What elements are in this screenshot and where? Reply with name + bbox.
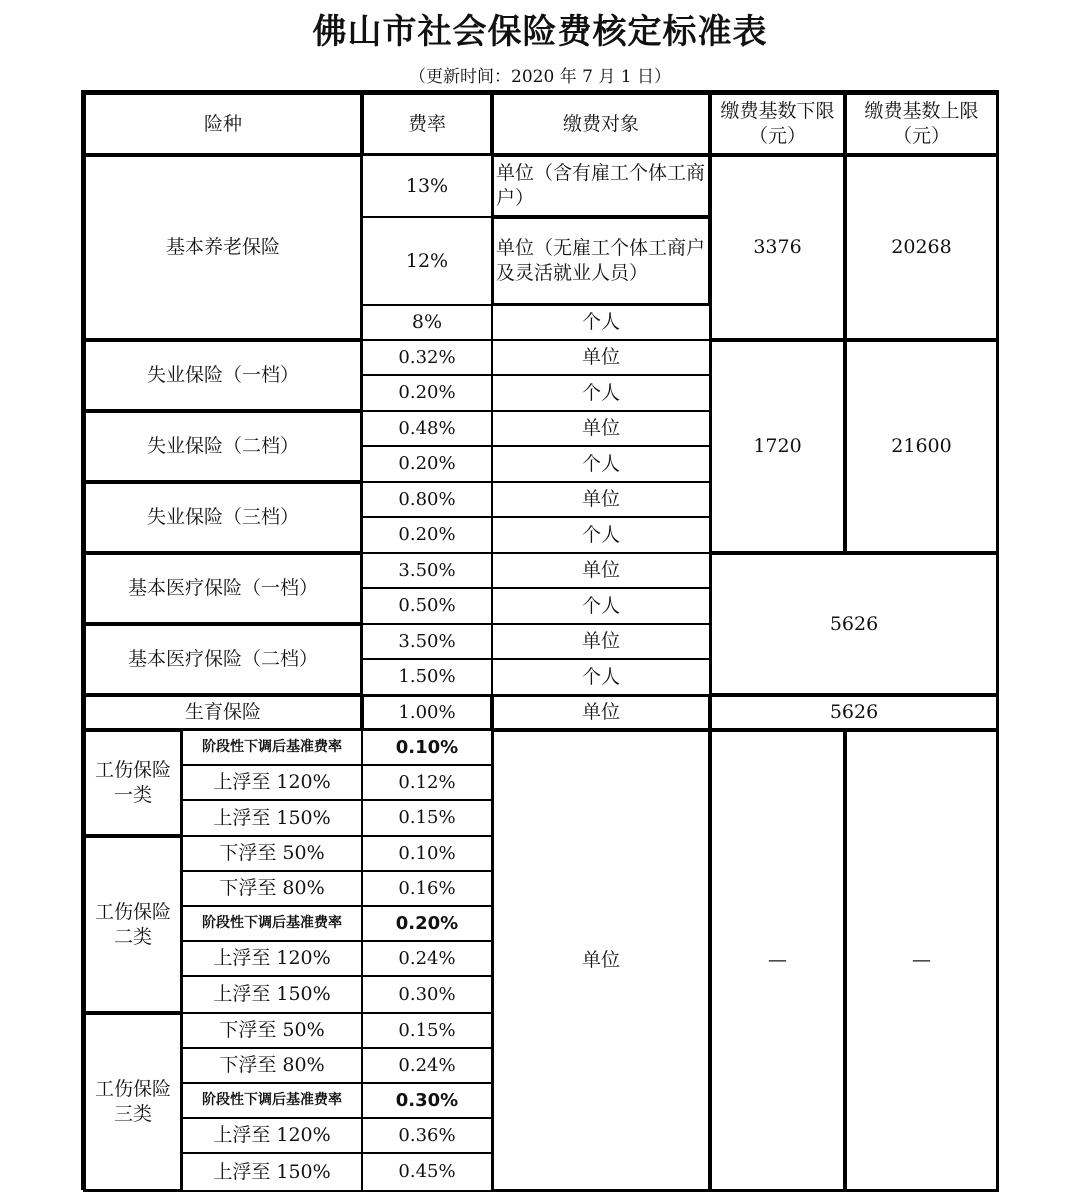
injury-2-rate-1: 0.10% [361,835,493,872]
unemployment-3-payer-personal: 个人 [491,516,711,554]
medical-2-name: 基本医疗保险（二档） [83,623,363,696]
injury-3-rate-5: 0.45% [361,1152,493,1192]
unemployment-1-rate-personal: 0.20% [361,374,493,412]
injury-class-3-name: 工伤保险三类 [83,1012,183,1192]
unemployment-max-base: 21600 [844,339,999,554]
unemployment-3-rate-personal: 0.20% [361,516,493,554]
unemployment-3-payer-unit: 单位 [491,481,711,518]
header-type: 险种 [83,92,363,156]
medical-1-payer-personal: 个人 [491,587,711,625]
unemployment-3-rate-unit: 0.80% [361,481,493,518]
medical-1-payer-unit: 单位 [491,552,711,589]
injury-max-base: — [844,729,999,1192]
pension-payer-1: 单位（含有雇工个体工商户） [491,154,711,218]
medical-base: 5626 [709,552,999,696]
injury-3-level-4: 上浮至 120% [181,1117,363,1154]
injury-1-level-1: 阶段性下调后基准费率 [181,729,363,766]
injury-3-rate-2: 0.24% [361,1047,493,1084]
header-min-base: 缴费基数下限（元） [709,92,846,156]
injury-2-rate-2: 0.16% [361,870,493,907]
injury-payer: 单位 [491,729,711,1192]
maternity-payer: 单位 [491,694,711,731]
injury-2-level-1: 下浮至 50% [181,835,363,872]
injury-3-level-2: 下浮至 80% [181,1047,363,1084]
injury-3-rate-4: 0.36% [361,1117,493,1154]
medical-2-payer-unit: 单位 [491,623,711,660]
injury-1-rate-2: 0.12% [361,764,493,801]
injury-1-level-2: 上浮至 120% [181,764,363,801]
pension-name: 基本养老保险 [83,154,363,341]
maternity-name: 生育保险 [83,694,363,731]
unemployment-2-name: 失业保险（二档） [83,410,363,483]
medical-2-rate-personal: 1.50% [361,658,493,696]
unemployment-1-rate-unit: 0.32% [361,339,493,376]
injury-2-rate-4: 0.24% [361,940,493,977]
unemployment-2-rate-unit: 0.48% [361,410,493,447]
maternity-rate: 1.00% [361,694,493,731]
injury-3-level-3: 阶段性下调后基准费率 [181,1082,363,1119]
injury-2-level-4: 上浮至 120% [181,940,363,977]
injury-1-level-3: 上浮至 150% [181,799,363,837]
injury-2-level-2: 下浮至 80% [181,870,363,907]
medical-1-rate-unit: 3.50% [361,552,493,589]
injury-1-rate-3: 0.15% [361,799,493,837]
injury-3-rate-3: 0.30% [361,1082,493,1119]
injury-2-level-3: 阶段性下调后基准费率 [181,905,363,942]
update-date: （更新时间：2020 年 7 月 1 日） [409,67,671,87]
pension-rate-3: 8% [361,304,493,341]
medical-1-rate-personal: 0.50% [361,587,493,625]
injury-3-level-1: 下浮至 50% [181,1012,363,1049]
pension-min-base: 3376 [709,154,846,341]
header-payer: 缴费对象 [491,92,711,156]
unemployment-2-rate-personal: 0.20% [361,445,493,483]
injury-min-base: — [709,729,846,1192]
unemployment-2-payer-personal: 个人 [491,445,711,483]
injury-2-level-5: 上浮至 150% [181,975,363,1014]
pension-payer-3: 个人 [491,304,711,341]
injury-1-rate-1: 0.10% [361,729,493,766]
maternity-base: 5626 [709,694,999,731]
pension-max-base: 20268 [844,154,999,341]
header-rate: 费率 [361,92,493,156]
medical-2-rate-unit: 3.50% [361,623,493,660]
injury-3-rate-1: 0.15% [361,1012,493,1049]
header-max-base: 缴费基数上限（元） [844,92,999,156]
pension-payer-2: 单位（无雇工个体工商户及灵活就业人员） [491,216,711,306]
pension-rate-2: 12% [361,216,493,306]
unemployment-min-base: 1720 [709,339,846,554]
injury-class-1-name: 工伤保险一类 [83,729,183,837]
medical-1-name: 基本医疗保险（一档） [83,552,363,625]
medical-2-payer-personal: 个人 [491,658,711,696]
pension-rate-1: 13% [361,154,493,218]
injury-class-2-name: 工伤保险二类 [83,835,183,1014]
injury-2-rate-3: 0.20% [361,905,493,942]
unemployment-1-payer-unit: 单位 [491,339,711,376]
unemployment-3-name: 失业保险（三档） [83,481,363,554]
injury-2-rate-5: 0.30% [361,975,493,1014]
injury-3-level-5: 上浮至 150% [181,1152,363,1192]
unemployment-2-payer-unit: 单位 [491,410,711,447]
unemployment-1-name: 失业保险（一档） [83,339,363,412]
unemployment-1-payer-personal: 个人 [491,374,711,412]
page-title: 佛山市社会保险费核定标准表 [312,12,768,52]
